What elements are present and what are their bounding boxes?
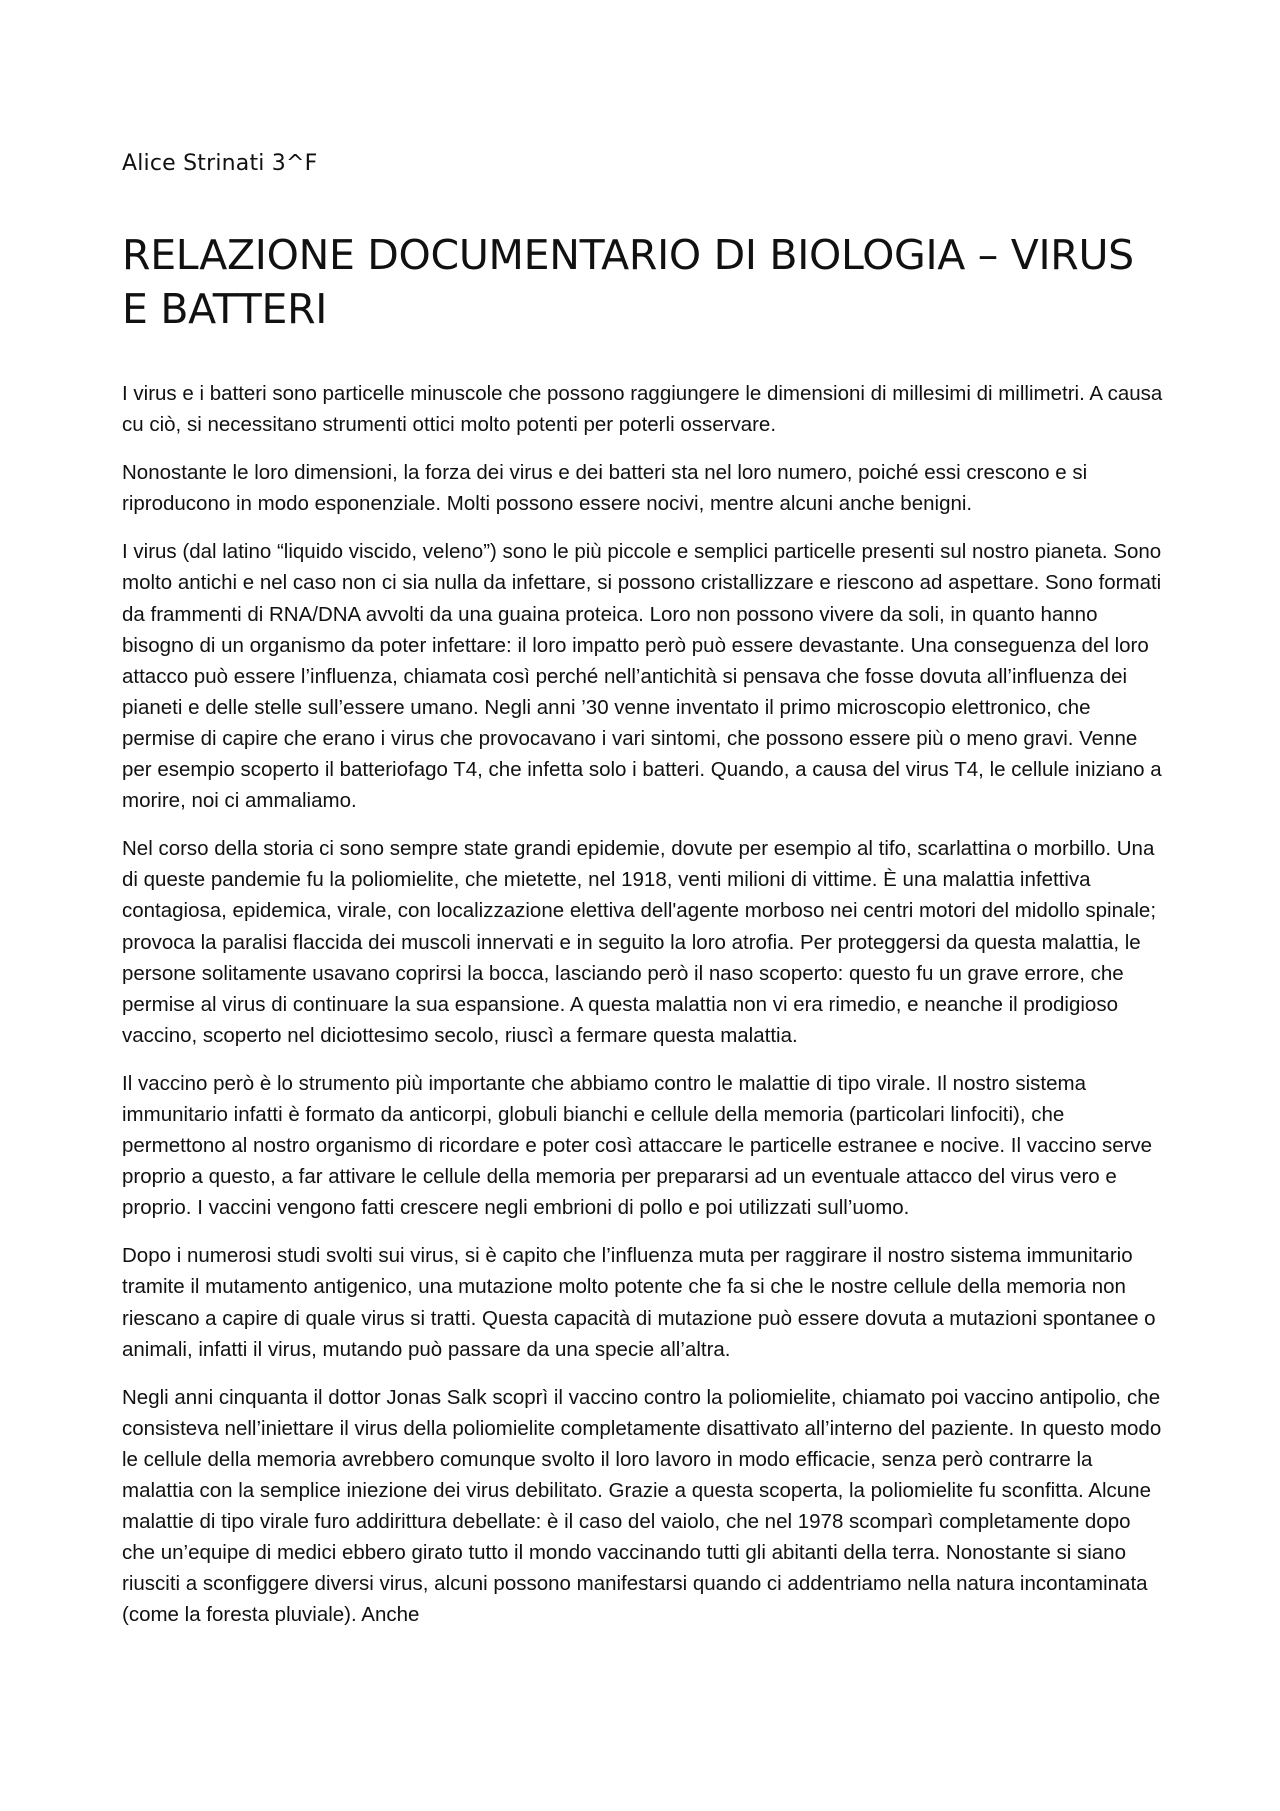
- paragraph-5: Il vaccino però è lo strumento più importante che abbiamo contro le malattie di tipo virale. Il nostro sistema immunitario infatti è formato da anticorpi, globuli bianchi e cellule della memoria (particolari linfociti), che permettono al nostro organismo di ricordare e poter così attaccare le particelle estranee e nocive. Il vaccino serve proprio a questo, a far attivare le cellule della memoria per prepararsi ad un eventuale attacco del virus vero e proprio. I vaccini vengono fatti crescere negli embrioni di pollo e poi utilizzati sull’uomo.: [122, 1071, 1153, 1220]
- paragraph-1: I virus e i batteri sono particelle minuscole che possono raggiungere le dimensioni di millesimi di millimetri. A causa cu ciò, si necessitano strumenti ottici molto potenti per poterli osservare.: [122, 382, 1163, 437]
- page-title: RELAZIONE DOCUMENTARIO DI BIOLOGIA – VIRUS E BATTERI: [122, 231, 1134, 333]
- author-line: Alice Strinati 3^F: [122, 151, 318, 176]
- paragraph-6: Dopo i numerosi studi svolti sui virus, si è capito che l’influenza muta per raggirare il nostro sistema immunitario tramite il mutamento antigenico, una mutazione molto potente che fa si che le nostre cellule della memoria non riescano a capire di quale virus si tratti. Questa capacità di mutazione può essere dovuta a mutazioni spontanee o animali, infatti il virus, mutando può passare da una specie all’altra.: [122, 1244, 1156, 1361]
- document-body: [122, 378, 1164, 1647]
- paragraph-7: Negli anni cinquanta il dottor Jonas Salk scoprì il vaccino contro la poliomielite, chiamato poi vaccino antipolio, che consisteva nell’iniettare il virus della poliomielite completamente disattivato all’interno del paziente. In questo modo le cellule della memoria avrebbero comunque svolto il loro lavoro in modo efficacie, senza però contrarre la malattia con la semplice iniezione dei virus debilitato. Grazie a questa scoperta, la poliomielite fu sconfitta. Alcune malattie di tipo virale furo addirittura debellate: è il caso del vaiolo, che nel 1978 scomparì completamente dopo che un’equipe di medici ebbero girato tutto il mondo vaccinando tutti gli abitanti della terra. Nonostante si siano riusciti a sconfiggere diversi virus, alcuni possono manifestarsi quando ci addentriamo nella natura incontaminata (come la foresta pluviale). Anche: [122, 1385, 1162, 1627]
- paragraph-2: Nonostante le loro dimensioni, la forza dei virus e dei batteri sta nel loro numero, poiché essi crescono e si riproducono in modo esponenziale. Molti possono essere nocivi, mentre alcuni anche benigni.: [122, 461, 1088, 516]
- paragraph-4: Nel corso della storia ci sono sempre state grandi epidemie, dovute per esempio al tifo, scarlattina o morbillo. Una di queste pandemie fu la poliomielite, che mietette, nel 1918, venti milioni di vittime. È una malattia infettiva contagiosa, epidemica, virale, con localizzazione elettiva dell'agente morboso nei centri motori del midollo spinale; provoca la paralisi flaccida dei muscoli innervati e in seguito la loro atrofia. Per proteggersi da questa malattia, le persone solitamente usavano coprirsi la bocca, lasciando però il naso scoperto: questo fu un grave errore, che permise al virus di continuare la sua espansione. A questa malattia non vi era rimedio, e neanche il prodigioso vaccino, scoperto nel diciottesimo secolo, riuscì a fermare questa malattia.: [122, 837, 1157, 1047]
- paragraph-3: I virus (dal latino “liquido viscido, veleno”) sono le più piccole e semplici particelle presenti sul nostro pianeta. Sono molto antichi e nel caso non ci sia nulla da infettare, si possono cristallizzare e riescono ad aspettare. Sono formati da frammenti di RNA/DNA avvolti da una guaina proteica. Loro non possono vivere da soli, in quanto hanno bisogno di un organismo da poter infettare: il loro impatto però può essere devastante. Una conseguenza del loro attacco può essere l’influenza, chiamata così perché nell’antichità si pensava che fosse dovuta all’influenza dei pianeti e delle stelle sull’essere umano. Negli anni ’30 venne inventato il primo microscopio elettronico, che permise di capire che erano i virus che provocavano i vari sintomi, che possono essere più o meno gravi. Venne per esempio scoperto il batteriofago T4, che infetta solo i batteri. Quando, a causa del virus T4, le cellule iniziano a morire, noi ci ammaliamo.: [122, 540, 1162, 813]
